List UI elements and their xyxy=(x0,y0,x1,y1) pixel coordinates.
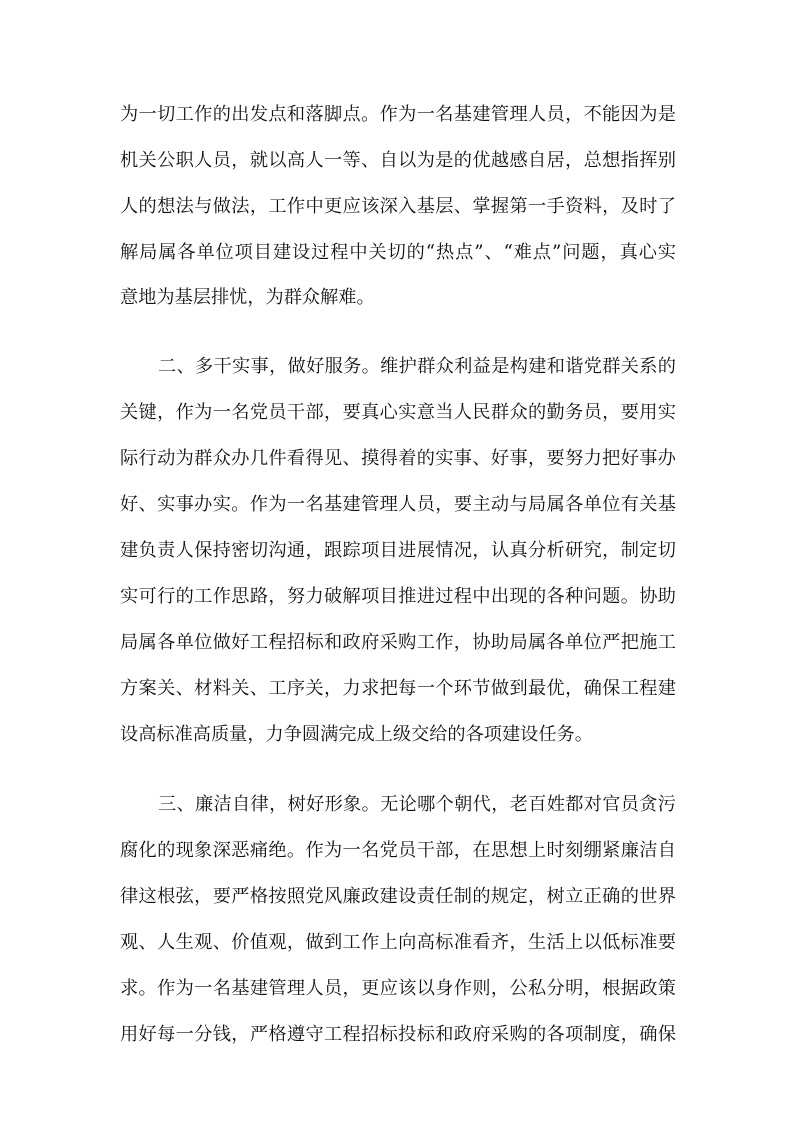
paragraph-2-line-2: 关键，作为一名党员干部，要真心实意当人民群众的勤务员，要用实 xyxy=(120,402,676,423)
paragraph-2-line-3: 际行动为群众办几件看得见、摸得着的实事、好事，要努力把好事办 xyxy=(120,448,676,469)
paragraph-3-line-3: 律这根弦，要严格按照党风廉政建设责任制的规定，树立正确的世界 xyxy=(120,886,676,907)
paragraph-2-line-1: 二、多干实事，做好服务。维护群众利益是构建和谐党群关系的 xyxy=(158,356,676,377)
paragraph-1-line-5: 意地为基层排忧，为群众解难。 xyxy=(120,287,375,308)
paragraph-3-line-4: 观、人生观、价值观，做到工作上向高标准看齐，生活上以低标准要 xyxy=(120,932,676,953)
paragraph-1-line-2: 机关公职人员，就以高人一等、自以为是的优越感自居，总想指挥别 xyxy=(120,150,676,171)
paragraph-2-line-6: 实可行的工作思路，努力破解项目推进过程中出现的各种问题。协助 xyxy=(120,586,676,607)
paragraph-1-line-1: 为一切工作的出发点和落脚点。作为一名基建管理人员，不能因为是 xyxy=(120,104,676,125)
paragraph-2-line-7: 局属各单位做好工程招标和政府采购工作，协助局属各单位严把施工 xyxy=(120,632,676,653)
paragraph-3-line-6: 用好每一分钱，严格遵守工程招标投标和政府采购的各项制度，确保 xyxy=(120,1024,676,1045)
paragraph-2-line-9: 设高标准高质量，力争圆满完成上级交给的各项建设任务。 xyxy=(120,724,593,745)
paragraph-2-line-5: 建负责人保持密切沟通，跟踪项目进展情况，认真分析研究，制定切 xyxy=(120,540,676,561)
paragraph-2-line-4: 好、实事办实。作为一名基建管理人员，要主动与局属各单位有关基 xyxy=(120,494,676,515)
paragraph-2-line-8: 方案关、材料关、工序关，力求把每一个环节做到最优，确保工程建 xyxy=(120,678,676,699)
paragraph-1-line-4: 解局属各单位项目建设过程中关切的“热点”、“难点”问题，真心实 xyxy=(120,242,676,263)
paragraph-3-line-1: 三、廉洁自律，树好形象。无论哪个朝代，老百姓都对官员贪污 xyxy=(158,794,676,815)
paragraph-3-line-5: 求。作为一名基建管理人员，更应该以身作则，公私分明，根据政策 xyxy=(120,978,676,999)
paragraph-1-line-3: 人的想法与做法，工作中更应该深入基层、掌握第一手资料，及时了 xyxy=(120,196,676,217)
paragraph-3-line-2: 腐化的现象深恶痛绝。作为一名党员干部，在思想上时刻绷紧廉洁自 xyxy=(120,840,676,861)
